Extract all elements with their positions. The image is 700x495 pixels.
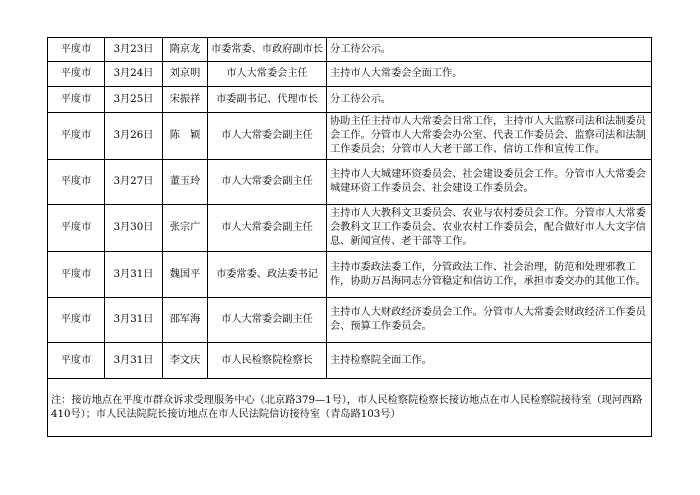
name-cell: 邵军海 [163,298,208,343]
date-cell: 3月24日 [105,62,163,87]
name-cell: 隋京龙 [163,38,208,62]
duty-cell: 主持市委政法委工作，分管政法工作、社会治理，防范和处理邪教工作，协助万昌海同志分管稳定和信访工作，承担市委交办的其他工作。 [327,252,652,298]
position-cell: 市人大常委会副主任 [208,113,327,160]
table-row [48,113,652,160]
duty-cell: 主持市人大教科文卫委员会、农业与农村委员会工作。分管市人大常委会教科文卫工作委员会、农业农村工作委员会，配合做好市人大文字信息、新闻宣传、老干部等工作。 [327,205,652,252]
table-row [48,87,652,113]
name-cell: 刘京明 [163,62,208,87]
date-cell: 3月27日 [105,160,163,205]
city-cell: 平度市 [48,113,105,160]
position-cell: 市人大常委会主任 [208,62,327,87]
date-cell: 3月25日 [105,87,163,113]
city-cell: 平度市 [48,87,105,113]
table-row [48,298,652,343]
position-cell: 市人大常委会副主任 [208,160,327,205]
table-row [48,343,652,379]
date-cell: 3月31日 [105,298,163,343]
duty-cell: 主持市人大常委会全面工作。 [327,62,652,87]
note-row [48,379,652,437]
name-cell: 张宗广 [163,205,208,252]
duty-cell: 主持市人大财政经济委员会工作。分管市人大常委会财政经济工作委员会、预算工作委员会。 [327,298,652,343]
name-cell: 董玉玲 [163,160,208,205]
table-row [48,252,652,298]
duty-cell: 协助主任主持市人大常委会日常工作，主持市人大监察司法和法制委员会工作。分管市人大常委会办公室、代表工作委员会、监察司法和法制工作委员会；分管市人大老干部工作、信访工作和宣传工作。 [327,113,652,160]
name-cell: 陈 颖 [163,113,208,160]
duty-cell: 分工待公示。 [327,38,652,62]
name-cell: 魏国平 [163,252,208,298]
position-cell: 市委常委、市政府副市长 [208,38,327,62]
duty-cell: 主持市人大城建环资委员会、社会建设委员会工作。分管市人大常委会城建环资工作委员会、社会建设工作委员会。 [327,160,652,205]
footnote: 注：接访地点在平度市群众诉求受理服务中心（北京路379—1号），市人民检察院检察长接访地点在市人民检察院接待室（现河西路410号）；市人民法院院长接访地点在市人民法院信访接待室（青岛路103号） [48,379,652,437]
table-row [48,62,652,87]
city-cell: 平度市 [48,298,105,343]
schedule-body [48,38,652,437]
schedule-table [47,37,652,437]
city-cell: 平度市 [48,62,105,87]
date-cell: 3月31日 [105,343,163,379]
date-cell: 3月31日 [105,252,163,298]
city-cell: 平度市 [48,160,105,205]
duty-cell: 主持检察院全面工作。 [327,343,652,379]
city-cell: 平度市 [48,343,105,379]
date-cell: 3月30日 [105,205,163,252]
city-cell: 平度市 [48,252,105,298]
position-cell: 市人大常委会副主任 [208,298,327,343]
city-cell: 平度市 [48,38,105,62]
city-cell: 平度市 [48,205,105,252]
date-cell: 3月26日 [105,113,163,160]
table-row [48,38,652,62]
position-cell: 市人大常委会副主任 [208,205,327,252]
date-cell: 3月23日 [105,38,163,62]
position-cell: 市委副书记、代理市长 [208,87,327,113]
name-cell: 李文庆 [163,343,208,379]
position-cell: 市人民检察院检察长 [208,343,327,379]
table-row [48,205,652,252]
table-row [48,160,652,205]
duty-cell: 分工待公示。 [327,87,652,113]
position-cell: 市委常委、政法委书记 [208,252,327,298]
name-cell: 宋振祥 [163,87,208,113]
